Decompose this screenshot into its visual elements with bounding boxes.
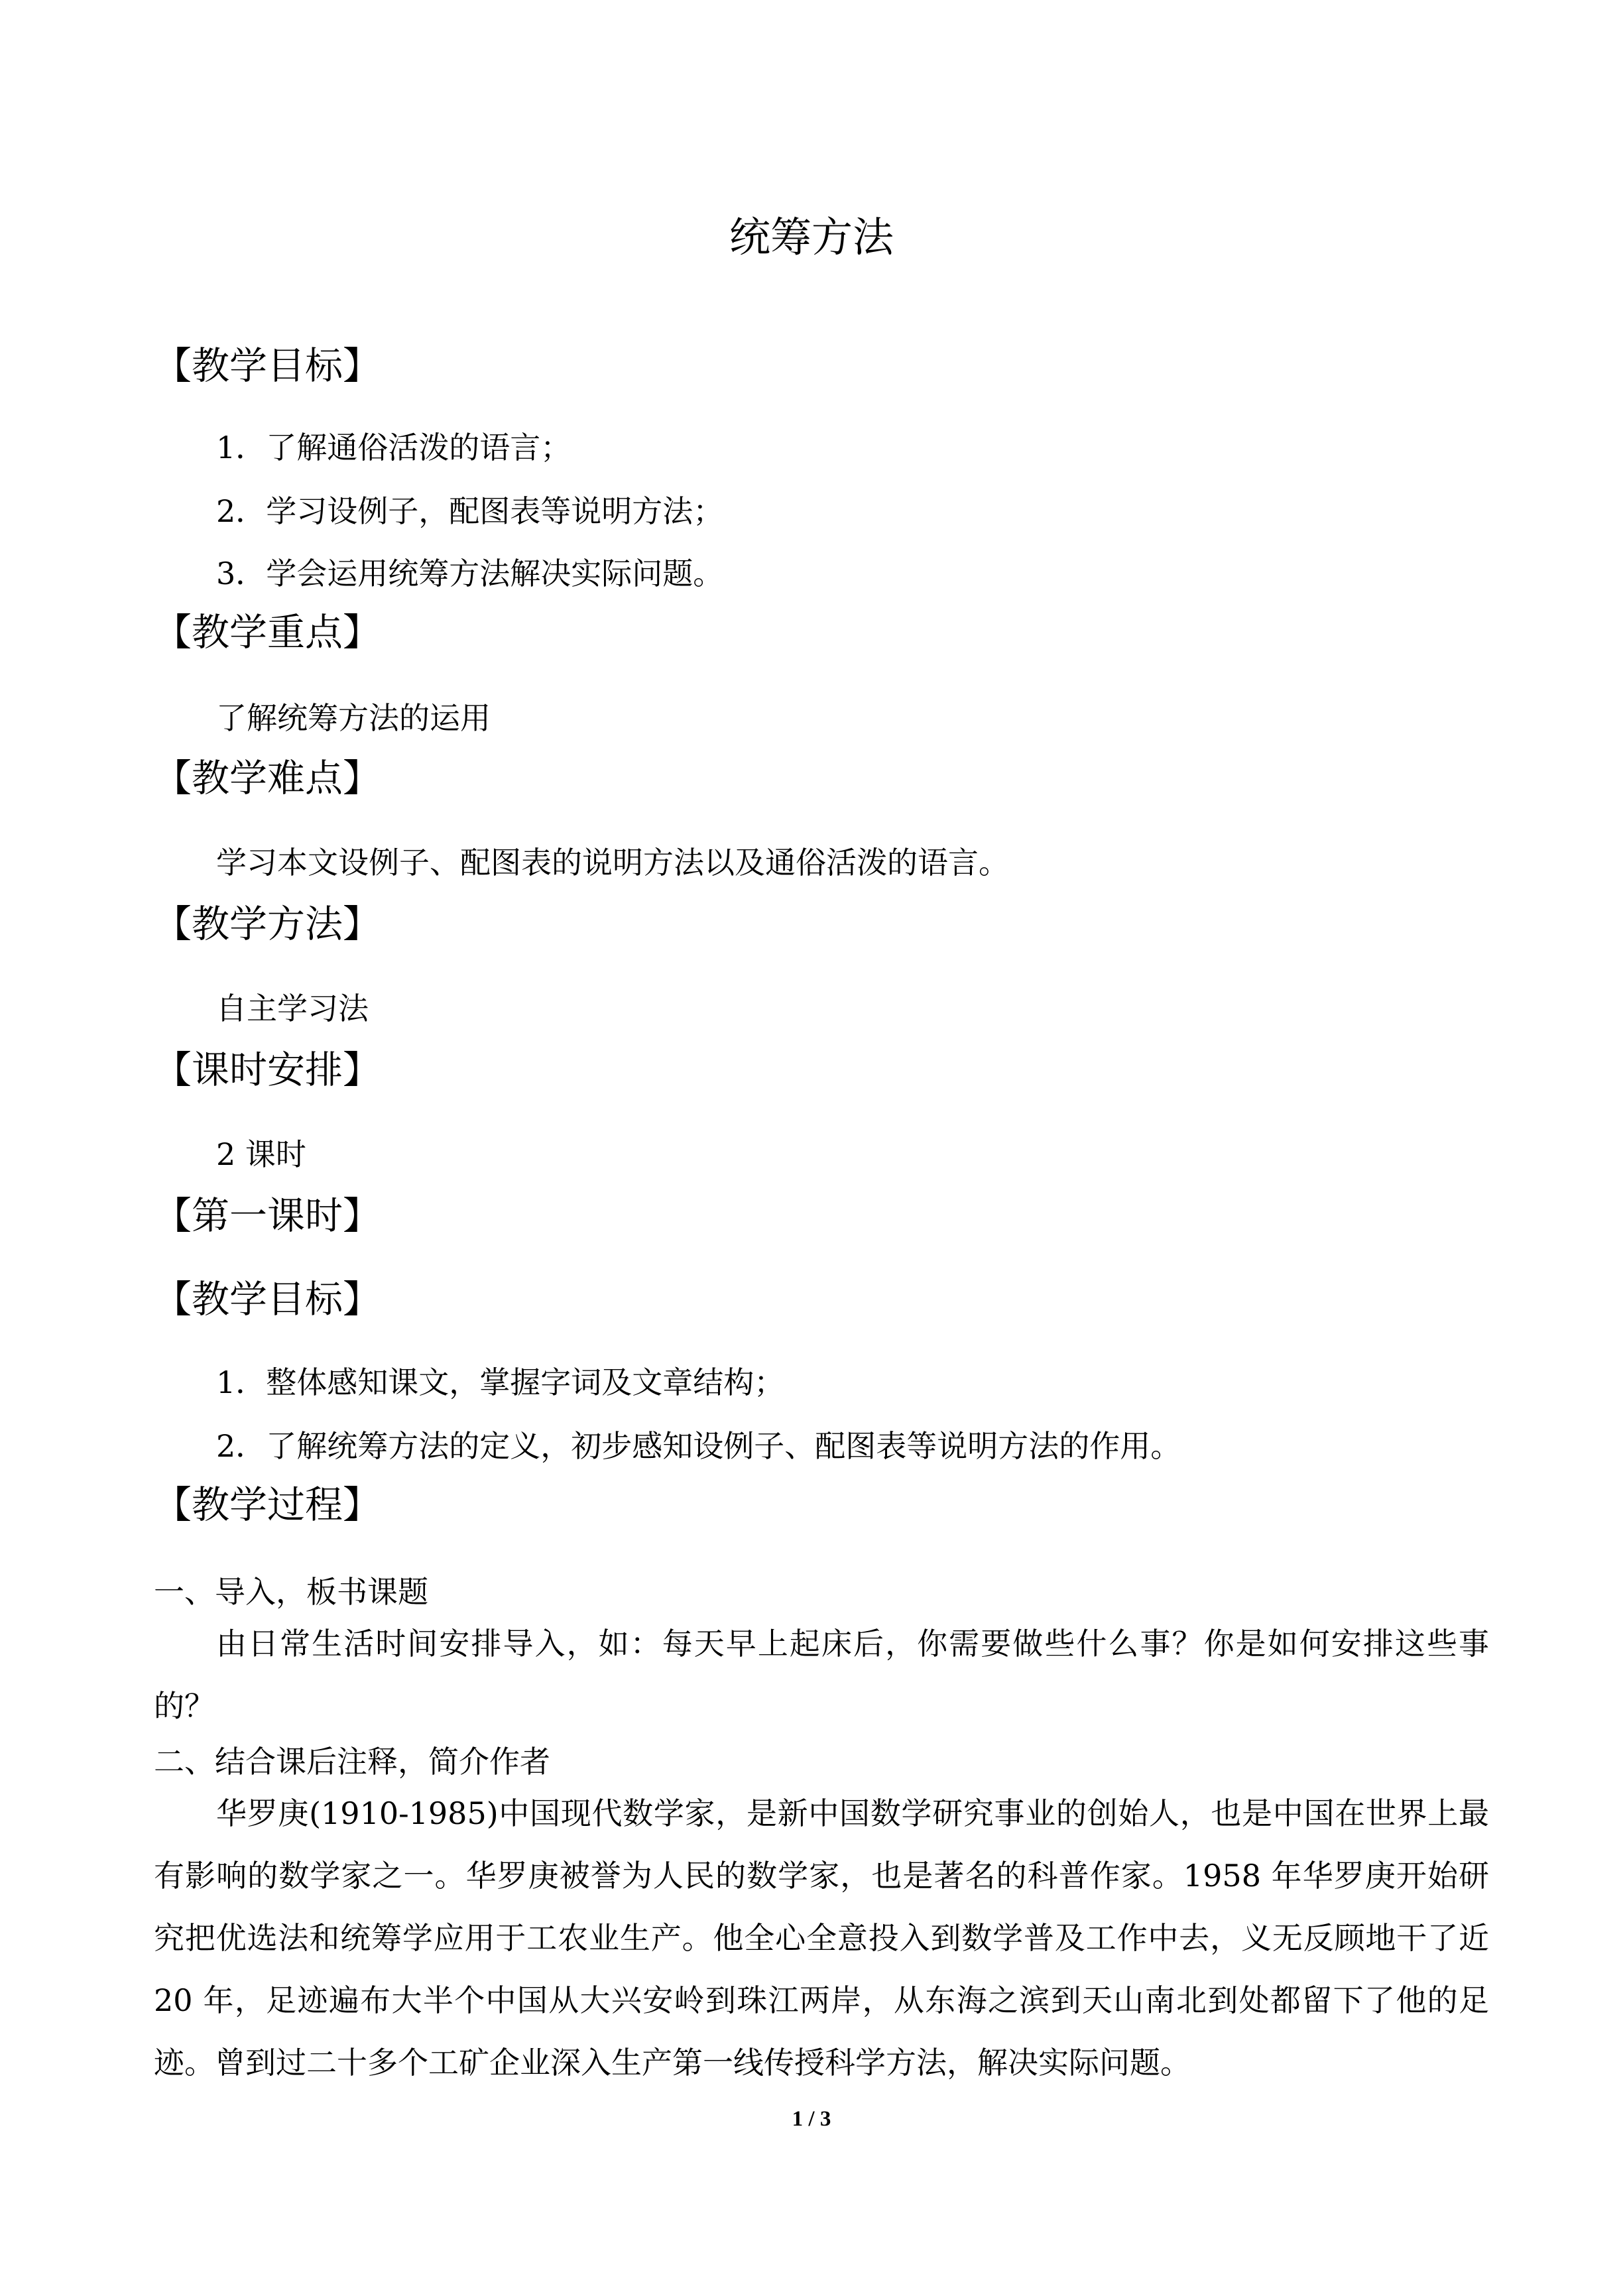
section-heading-lesson-objectives: 【教学目标】 xyxy=(154,1278,381,1321)
lesson-objective-item-1: 1．整体感知课文，掌握字词及文章结构； xyxy=(216,1364,785,1400)
section-heading-methods: 【教学方法】 xyxy=(154,902,381,946)
document-title: 统筹方法 xyxy=(729,213,894,261)
section-heading-difficulties: 【教学难点】 xyxy=(154,756,381,800)
lesson-objective-item-2: 2．了解统筹方法的定义，初步感知设例子、配图表等说明方法的作用。 xyxy=(216,1428,1181,1464)
section-heading-process: 【教学过程】 xyxy=(154,1483,381,1527)
schedule-text: 2 课时 xyxy=(216,1136,306,1172)
section-heading-schedule: 【课时安排】 xyxy=(154,1048,381,1092)
step-2-text: 华罗庚(1910-1985)中国现代数学家，是新中国数学研究事业的创始人，也是中国在世界上最有影响的数学家之一。华罗庚被誉为人民的数学家，也是著名的科普作家。1958 年华罗庚开始研究把优选法和统筹学应用于工农业生产。他全心全意投入到数学普及工作中去，义无反顾地干了近 20 年，足迹遍布大半个中国从大兴安岭到珠江两岸，从东海之滨到天山南北到处都留下了他的足迹。曾到过二十多个工矿企业深入生产第一线传授科学方法，解决实际问题。 xyxy=(154,1795,1489,2081)
section-heading-objectives: 【教学目标】 xyxy=(154,344,381,388)
step-1-title: 一、导入，板书课题 xyxy=(154,1574,428,1610)
step-1-text: 由日常生活时间安排导入，如：每天早上起床后，你需要做些什么事？你是如何安排这些事的？ xyxy=(154,1626,1489,1724)
section-heading-key-points: 【教学重点】 xyxy=(154,611,381,654)
objective-item-2: 2．学习设例子，配图表等说明方法； xyxy=(216,493,724,529)
page-number: 1 / 3 xyxy=(792,2107,831,2131)
objective-item-3: 3．学会运用统筹方法解决实际问题。 xyxy=(216,556,724,591)
difficulties-text: 学习本文设例子、配图表的说明方法以及通俗活泼的语言。 xyxy=(216,845,1009,880)
objective-item-1: 1．了解通俗活泼的语言； xyxy=(216,430,571,465)
key-points-text: 了解统筹方法的运用 xyxy=(216,700,491,736)
step-2-title: 二、结合课后注释，简介作者 xyxy=(154,1744,550,1780)
methods-text: 自主学习法 xyxy=(216,991,369,1026)
section-heading-first-lesson: 【第一课时】 xyxy=(154,1194,381,1238)
